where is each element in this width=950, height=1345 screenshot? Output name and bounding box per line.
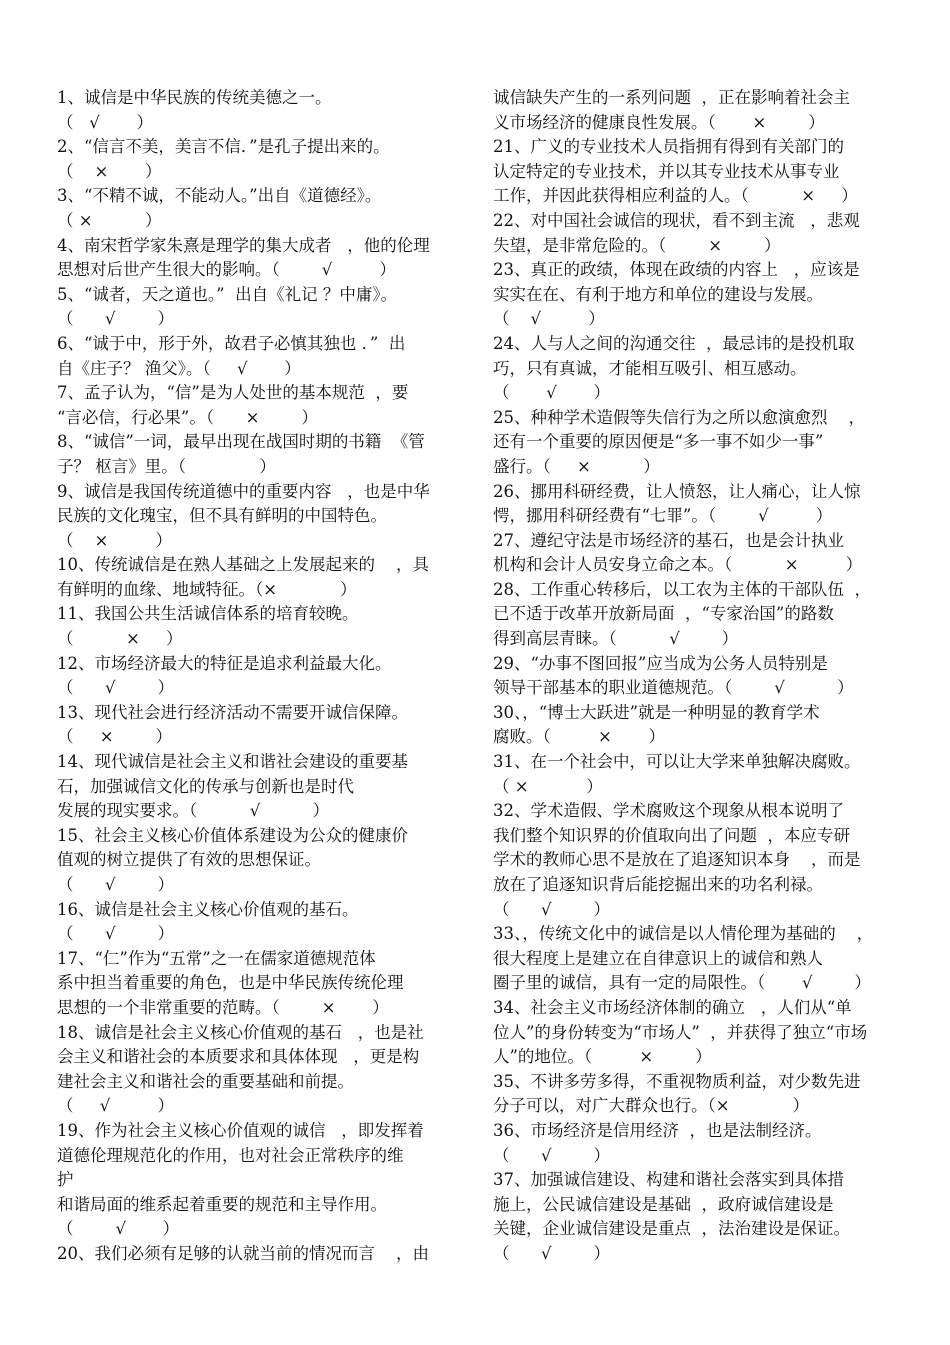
left-text-line: 16、诚信是社会主义核心价值观的基石。 <box>57 899 359 919</box>
left-text-line: 7、孟子认为，“信”是为人处世的基本规范 ，要 <box>57 383 409 403</box>
right-text-line: 21、广义的专业技术人员指拥有得到有关部门的 <box>493 137 844 157</box>
right-text-line: （ √ ） <box>493 899 610 919</box>
left-text-line: 10、传统诚信是在熟人基础之上发展起来的 ，具 <box>57 555 429 575</box>
right-text-line: 圈子里的诚信，具有一定的局限性。（ √ ） <box>493 973 871 993</box>
right-text-line: 得到高层青睐。（ √ ） <box>493 629 739 649</box>
left-text-line: 和谐局面的维系起着重要的规范和主导作用。 <box>57 1194 387 1214</box>
left-text-line: 2、“信言不美，美言不信．”是孔子提出来的。 <box>57 137 390 157</box>
right-text-line: 37、加强诚信建设、构建和谐社会落实到具体措 <box>493 1170 844 1190</box>
right-text-line: 31、在一个社会中，可以让大学来单独解决腐败。 <box>493 752 861 772</box>
left-text-line: 思想的一个非常重要的范畴。（ × ） <box>57 997 389 1017</box>
right-text-line: 22、对中国社会诚信的现状，看不到主流 ，悲观 <box>493 210 860 230</box>
right-text-line: 施上，公民诚信建设是基础 ，政府诚信建设是 <box>493 1194 834 1214</box>
left-text-line: 思想对后世产生很大的影响。（ √ ） <box>57 260 396 280</box>
left-text-line: 建社会主义和谐社会的重要基础和前提。 <box>57 1071 354 1091</box>
right-text-line: （ √ ） <box>493 1145 610 1165</box>
right-text-line: 已不适于改革开放新局面 ，“专家治国”的路数 <box>493 604 834 624</box>
right-text-line: 实实在在、有利于地方和单位的建设与发展。 <box>493 284 823 304</box>
left-text-line: （ √ ） <box>57 924 174 944</box>
right-column <box>493 86 893 1267</box>
right-text-line: 机构和会计人员安身立命之本。（ × ） <box>493 555 863 575</box>
right-text-line: 诚信缺失产生的一系列问题 ，正在影响着社会主 <box>493 88 850 107</box>
left-text-line: 1、诚信是中华民族的传统美德之一。 <box>57 88 332 107</box>
right-text-line: 位人”的身份转变为“市场人” ，并获得了独立“市场 <box>493 1022 868 1042</box>
left-text-line: 护 <box>57 1170 74 1190</box>
left-text-line: 有鲜明的血缘、地域特征。（× ） <box>57 579 357 599</box>
left-text-line: 8、“诚信”一词，最早出现在战国时期的书籍 《管 <box>57 432 425 452</box>
left-text-line: 会主义和谐社会的本质要求和具体体现 ，更是构 <box>57 1047 420 1067</box>
right-text-line: 盛行。（ × ） <box>493 456 660 476</box>
right-text-line: 领导干部基本的职业道德规范。（ √ ） <box>493 678 854 698</box>
right-text-line: 分子可以，对广大群众也行。（× ） <box>493 1096 810 1116</box>
left-text-line: 17、“仁”作为“五常”之一在儒家道德规范体 <box>57 948 376 968</box>
left-text-line: 19、作为社会主义核心价值观的诚信 ，即发挥着 <box>57 1120 424 1140</box>
right-text-line: 我们整个知识界的价值取向出了问题 ，本应专研 <box>493 825 850 845</box>
right-text-line: （ √ ） <box>493 1243 610 1263</box>
right-text-line: 28、工作重心转移后，以工农为主体的干部队伍 ， <box>493 579 871 599</box>
right-text-line: 36、市场经济是信用经济 ，也是法制经济。 <box>493 1120 822 1140</box>
right-text-line: 放在了追逐知识背后能挖掘出来的功名利禄。 <box>493 875 823 894</box>
right-text-line: 34、社会主义市场经济体制的确立 ，人们从“单 <box>493 997 852 1017</box>
left-text-line: 子？ 枢言》里。（ ） <box>57 456 276 476</box>
right-text-line: 认定特定的专业技术，并以其专业技术从事专业 <box>493 161 840 181</box>
left-text-line: 自《庄子？ 渔父》。（ √ ） <box>57 358 301 378</box>
left-text-line: （ √ ） <box>57 1219 180 1239</box>
left-text-line: 发展的现实要求。（ √ ） <box>57 801 330 821</box>
left-text-line: （ √ ） <box>57 678 174 698</box>
right-text-line: 32、学术造假、学术腐败这个现象从根本说明了 <box>493 801 844 821</box>
right-text-line: 腐败。（ × ） <box>493 727 665 747</box>
left-text-line: 20、我们必须有足够的认就当前的情况而言 ，由 <box>57 1243 429 1263</box>
right-text-line: 愕，挪用科研经费有“七罪”。（ √ ） <box>493 506 833 526</box>
left-text-line: 12、市场经济最大的特征是追求利益最大化。 <box>57 653 392 673</box>
left-text-line: （ × ） <box>57 210 162 230</box>
left-text-line: 5、“诚者，天之道也。” 出自《礼记 ？中庸》。 <box>57 284 398 304</box>
left-text-line: 4、南宋哲学家朱熹是理学的集大成者 ，他的伦理 <box>57 235 430 255</box>
left-text-line: “言必信，行必果”。（ × ） <box>57 407 318 427</box>
right-text-line: 还有一个重要的原因便是“多一事不如少一事” <box>493 432 824 452</box>
right-text-line: 失望，是非常危险的。（ × ） <box>493 235 781 255</box>
left-text-line: （ × ） <box>57 530 173 550</box>
right-text-line: 30、，“博士大跃进”就是一种明显的教育学术 <box>493 702 820 722</box>
right-text-line: 23、真正的政绩，体现在政绩的内容上 ，应该是 <box>493 260 860 280</box>
left-text-line: 15、社会主义核心价值体系建设为公众的健康价 <box>57 825 408 845</box>
left-text-line: （ √ ） <box>57 309 174 329</box>
left-text-line: 值观的树立提供了有效的思想保证。 <box>57 850 321 870</box>
left-text-line: 14、现代诚信是社会主义和谐社会建设的重要基 <box>57 752 408 772</box>
right-text-line: （ √ ） <box>493 383 610 403</box>
right-text-line: （ √ ） <box>493 309 605 329</box>
right-text-line: 26、挪用科研经费，让人愤怒，让人痛心，让人惊 <box>493 481 861 501</box>
right-text-line: 35、不讲多劳多得，不重视物质利益，对少数先进 <box>493 1071 861 1091</box>
right-text-line: 义市场经济的健康良性发展。（ × ） <box>493 112 825 132</box>
right-text-line: 人”的地位。（ × ） <box>493 1047 712 1067</box>
right-text-line: 24、人与人之间的沟通交往 ，最忌讳的是投机取 <box>493 333 855 353</box>
right-text-line: 学术的教师心思不是放在了追逐知识本身 ，而是 <box>493 850 861 870</box>
right-text-line: 工作，并因此获得相应利益的人。（ × ） <box>493 186 858 206</box>
left-text-line: （ √ ） <box>57 875 174 894</box>
left-text-line: 6、“诚于中，形于外，故君子必慎其独也 ．” 出 <box>57 333 406 353</box>
left-text-line: 13、现代社会进行经济活动不需要开诚信保障。 <box>57 702 408 722</box>
right-text-line: （ × ） <box>493 776 603 796</box>
left-text-line: 系中担当着重要的角色，也是中华民族传统伦理 <box>57 973 404 993</box>
left-text-line: （ √ ） <box>57 1096 174 1116</box>
right-text-line: 巧，只有真诚，才能相互吸引、相互感动。 <box>493 358 807 378</box>
left-text-line: 民族的文化瑰宝，但不具有鲜明的中国特色。 <box>57 506 387 526</box>
left-column <box>57 86 457 1267</box>
left-text-line: （ × ） <box>57 727 173 747</box>
left-text-line: 道德伦理规范化的作用，也对社会正常秩序的维 <box>57 1145 404 1165</box>
right-text-line: 很大程度上是建立在自律意识上的诚信和熟人 <box>493 948 823 968</box>
right-text-line: 关键，企业诚信建设是重点 ，法治建设是保证。 <box>493 1219 850 1239</box>
left-text-line: （ × ） <box>57 161 162 181</box>
right-text-line: 29、“办事不图回报”应当成为公务人员特别是 <box>493 653 828 673</box>
right-text-line: 25、种种学术造假等失信行为之所以愈演愈烈 ， <box>493 407 865 427</box>
left-text-line: 石，加强诚信文化的传承与创新也是时代 <box>57 776 354 796</box>
left-text-line: 9、诚信是我国传统道德中的重要内容 ，也是中华 <box>57 481 430 501</box>
left-text-line: 3、“不精不诚，不能动人。”出自《道德经》。 <box>57 186 382 206</box>
left-text-line: （ √ ） <box>57 112 153 132</box>
right-text-line: 27、遵纪守法是市场经济的基石，也是会计执业 <box>493 530 844 550</box>
right-text-line: 33、，传统文化中的诚信是以人情伦理为基础的 ， <box>493 924 874 944</box>
left-text-line: 18、诚信是社会主义核心价值观的基石 ，也是社 <box>57 1022 424 1042</box>
left-text-line: 11、我国公共生活诚信体系的培育较晚。 <box>57 604 359 624</box>
left-text-line: （ × ） <box>57 629 183 649</box>
